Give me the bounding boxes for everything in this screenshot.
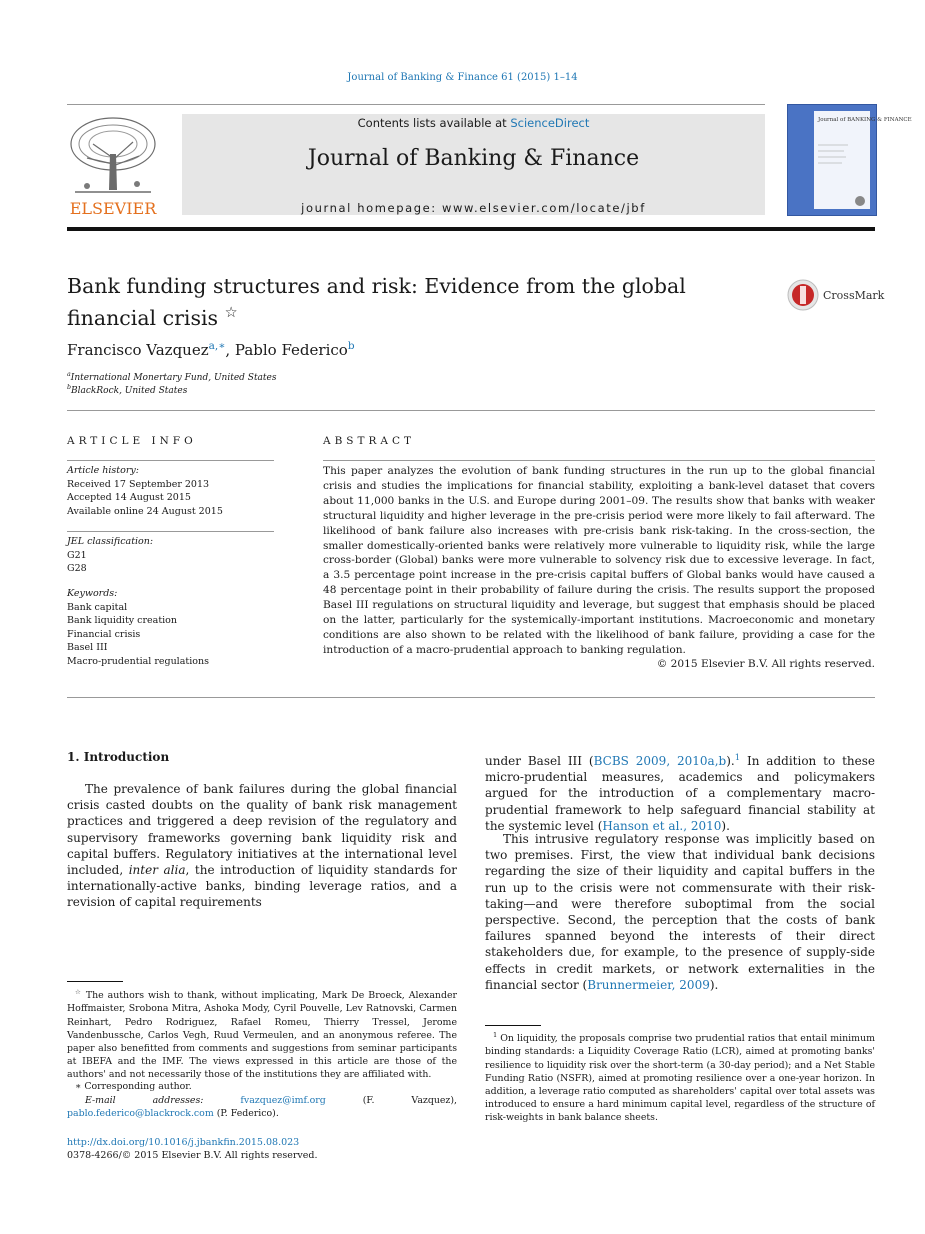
affiliation-text: International Monertary Fund, United States — [70, 373, 277, 383]
intro-paragraph-1-cont — [485, 749, 875, 834]
contents-line — [182, 116, 765, 130]
info-divider — [67, 460, 274, 461]
footnote-text: Corresponding author. — [81, 1081, 192, 1092]
info-divider — [67, 531, 274, 532]
journal-name: Journal of Banking & Finance — [307, 146, 640, 171]
article-history — [67, 464, 277, 518]
author-name: Pablo Federico — [234, 341, 348, 359]
keyword: Basel III — [67, 642, 108, 653]
abstract-heading: ABSTRACT — [323, 435, 416, 447]
affiliation-text: BlackRock, United States — [71, 386, 188, 396]
cover-icon — [788, 105, 912, 215]
text-run: In addition to these micro-prudential measures, academics and policymakers argued for the introduction of a complementary macro-prudential framework to help safeguard financial stability at the systemic level ( — [485, 754, 876, 833]
crossmark-icon — [787, 278, 885, 312]
keyword: Bank liquidity creation — [67, 615, 178, 626]
history-item: Accepted 14 August 2015 — [67, 492, 191, 503]
keyword: Bank capital — [67, 601, 128, 613]
article-info-heading: ARTICLE INFO — [67, 435, 197, 447]
footnote-mark: ∗ — [75, 1081, 82, 1092]
email-label: E-mail addresses: — [85, 1095, 204, 1106]
footnote-acknowledgements — [67, 986, 457, 1082]
history-item: Available online 24 August 2015 — [67, 505, 223, 517]
footnote-divider — [67, 981, 123, 982]
footnote-text: The authors wish to thank, without implicating, Mark De Broeck, Alexander Hoffmaister, Srobona Mitra, Ashoka Mody, Cyril Pouvelle, Lev Ratnovski, Carmen Reinhart, Pedro Rodriguez, Rafael Romeu, Thierry Tressel, Jerome Vandenbussche, Carlos Vegh, Ruud Vermeulen, and an anonymous referee. The paper also benefitted from comments and suggestions from seminar participants at IBEFA and the IMF. The views expressed in this article are those of the authors' and not necessarily those of the institutions they are affiliated with. — [67, 990, 457, 1081]
sciencedirect-link[interactable]: ScienceDirect — [510, 116, 590, 130]
jel-code: G21 — [67, 549, 87, 561]
abstract-copyright: © 2015 Elsevier B.V. All rights reserved. — [656, 658, 875, 670]
svg-text:Journal of BANKING & FINANCE: Journal of BANKING & FINANCE — [818, 117, 912, 123]
email-owner: (F. Vazquez), — [325, 1095, 458, 1106]
abstract-divider — [323, 460, 875, 461]
text-run: , the introduction of liquidity standards for internationally-active banks, binding leverage ratios, and a revision of capital requirements — [67, 863, 457, 910]
journal-reference[interactable]: Journal of Banking & Finance 61 (2015) 1–14 — [347, 72, 578, 83]
author-name: Francisco Vazquez — [67, 341, 209, 359]
text-run: ). — [726, 754, 735, 768]
keyword: Financial crisis — [67, 628, 141, 640]
keywords-label: Keywords: — [67, 588, 118, 599]
text-run: The prevalence of bank failures during the global financial crisis casted doubts on the quality of bank risk management practices and triggered a deep revision of the regulatory and supervisory frameworks governing bank liquidity risk and capital buffers. Regulatory initiatives at the international level included, — [67, 782, 457, 878]
email-owner: (P. Federico). — [213, 1108, 279, 1120]
text-run: under Basel III ( — [485, 754, 594, 768]
author-affiliation-mark[interactable]: a,∗ — [208, 340, 226, 352]
email-link[interactable]: pablo.federico@blackrock.com — [67, 1108, 214, 1120]
elsevier-tree-icon — [67, 114, 159, 218]
footnote-text: On liquidity, the proposals comprise two prudential ratios that entail minimum binding standards: a Liquidity Coverage Ratio (LCR), aimed at promoting banks' resilience to liquidity risk over the short-term (a 30-day period); and a Net Stable Funding Ratio (NSFR), aimed at promoting resilience over a one-year horizon. In addition, a leverage ratio computed as shareholders' capital over total assets was introduced to ensure a hard minimum capital level, regardless of the structure of risk-weights in bank balance sheets. — [485, 1033, 875, 1124]
abstract-text: This paper analyzes the evolution of bank funding structures in the run up to the global financial crisis and studies the implications for financial stability, exploiting a bank-level dataset that covers about 11,000 banks in the U.S. and Europe during 2001–09. The results show that banks with weaker structural liquidity and higher leverage in the pre-crisis period were more likely to fail afterward. The likelihood of bank failure also increases with pre-crisis bank risk-taking. In the cross-section, the smaller domestically-oriented banks were relatively more vulnerable to liquidity risk, while the large cross-border (Global) banks were more vulnerable to solvency risk due to excessive leverage. In fact, a 3.5 percentage point increase in the pre-crisis capital buffers of Global banks would have caused a 48 percentage point in their probability of failure during the crisis. The results support the proposed Basel III regulations on structural liquidity and leverage, but suggest that emphasis should be placed on the latter, particularly for the systemically-important institutions. Macroeconomic and monetary conditions are also shown to be related with the likelihood of bank failure, providing a case for the introduction of a macro-prudential approach to banking regulation. — [323, 465, 875, 656]
affiliation-mark: b — [67, 384, 72, 391]
header-divider — [67, 104, 765, 105]
email-link[interactable]: fvazquez@imf.org — [240, 1095, 326, 1106]
citation-link[interactable]: BCBS 2009, 2010a,b — [593, 754, 727, 768]
keywords — [67, 587, 277, 668]
issn-copyright: 0378-4266/© 2015 Elsevier B.V. All rights reserved. — [67, 1150, 318, 1161]
author-separator: , — [225, 341, 235, 359]
crossmark-button[interactable] — [787, 278, 885, 312]
text-run: ). — [721, 818, 730, 833]
doi-link[interactable]: http://dx.doi.org/10.1016/j.jbankfin.2015.08.023 — [67, 1137, 300, 1148]
footnote-mark: ☆ — [75, 988, 82, 996]
footnote-1 — [485, 1029, 875, 1125]
affiliation-mark: a — [67, 371, 71, 378]
section-heading-introduction: 1. Introduction — [67, 750, 170, 764]
text-run: This intrusive regulatory response was implicitly based on two premises. First, the view that individual bank decisions regarding the size of their liquidity and capital buffers in the run up to the crisis were not commensurate with their risk-taking—and were therefore suboptimal from the social perspective. Second, the perception that the costs of bank failures spanned beyond the interests of their direct stakeholders due, for example, to the presence of supply-side effects in credit markets, or network externalities in the financial sector ( — [485, 832, 875, 992]
footnote-emails — [67, 1094, 457, 1120]
svg-text:ELSEVIER: ELSEVIER — [69, 199, 157, 218]
author-affiliation-mark[interactable]: b — [347, 340, 355, 352]
article-title-text: Bank funding structures and risk: Evidence from the global financial crisis — [67, 274, 686, 330]
footnote-divider — [485, 1025, 541, 1026]
authors — [67, 340, 355, 359]
journal-cover-thumbnail[interactable] — [787, 104, 912, 216]
affiliation-b — [67, 384, 187, 396]
text-run: ). — [709, 977, 719, 992]
elsevier-logo — [67, 114, 159, 218]
citation-link[interactable]: Hanson et al., 2010 — [602, 818, 722, 833]
footnote-corresponding-author — [67, 1080, 457, 1093]
jel-label: JEL classification: — [67, 536, 154, 547]
citation-link[interactable]: Brunnermeier, 2009 — [587, 977, 710, 992]
jel-classification — [67, 535, 277, 576]
section-divider — [67, 410, 875, 411]
jel-code: G28 — [67, 563, 87, 574]
section-divider — [67, 697, 875, 698]
contents-prefix: Contents lists available at — [357, 116, 511, 130]
journal-homepage[interactable]: journal homepage: www.elsevier.com/locate/jbf — [301, 201, 646, 215]
intro-paragraph-1 — [67, 781, 457, 911]
svg-text:CrossMark: CrossMark — [823, 289, 885, 302]
keyword: Macro-prudential regulations — [67, 655, 209, 667]
header-thick-divider — [67, 227, 875, 231]
history-item: Received 17 September 2013 — [67, 478, 210, 490]
article-title — [67, 273, 757, 332]
footnote-mark: 1 — [493, 1031, 498, 1039]
affiliation-a — [67, 371, 276, 383]
footnote-link[interactable]: 1 — [734, 752, 741, 762]
history-label: Article history: — [67, 465, 139, 476]
title-footnote-mark[interactable]: ☆ — [224, 305, 238, 321]
intro-paragraph-2 — [485, 831, 875, 993]
text-run-italic: inter alia — [128, 863, 186, 878]
